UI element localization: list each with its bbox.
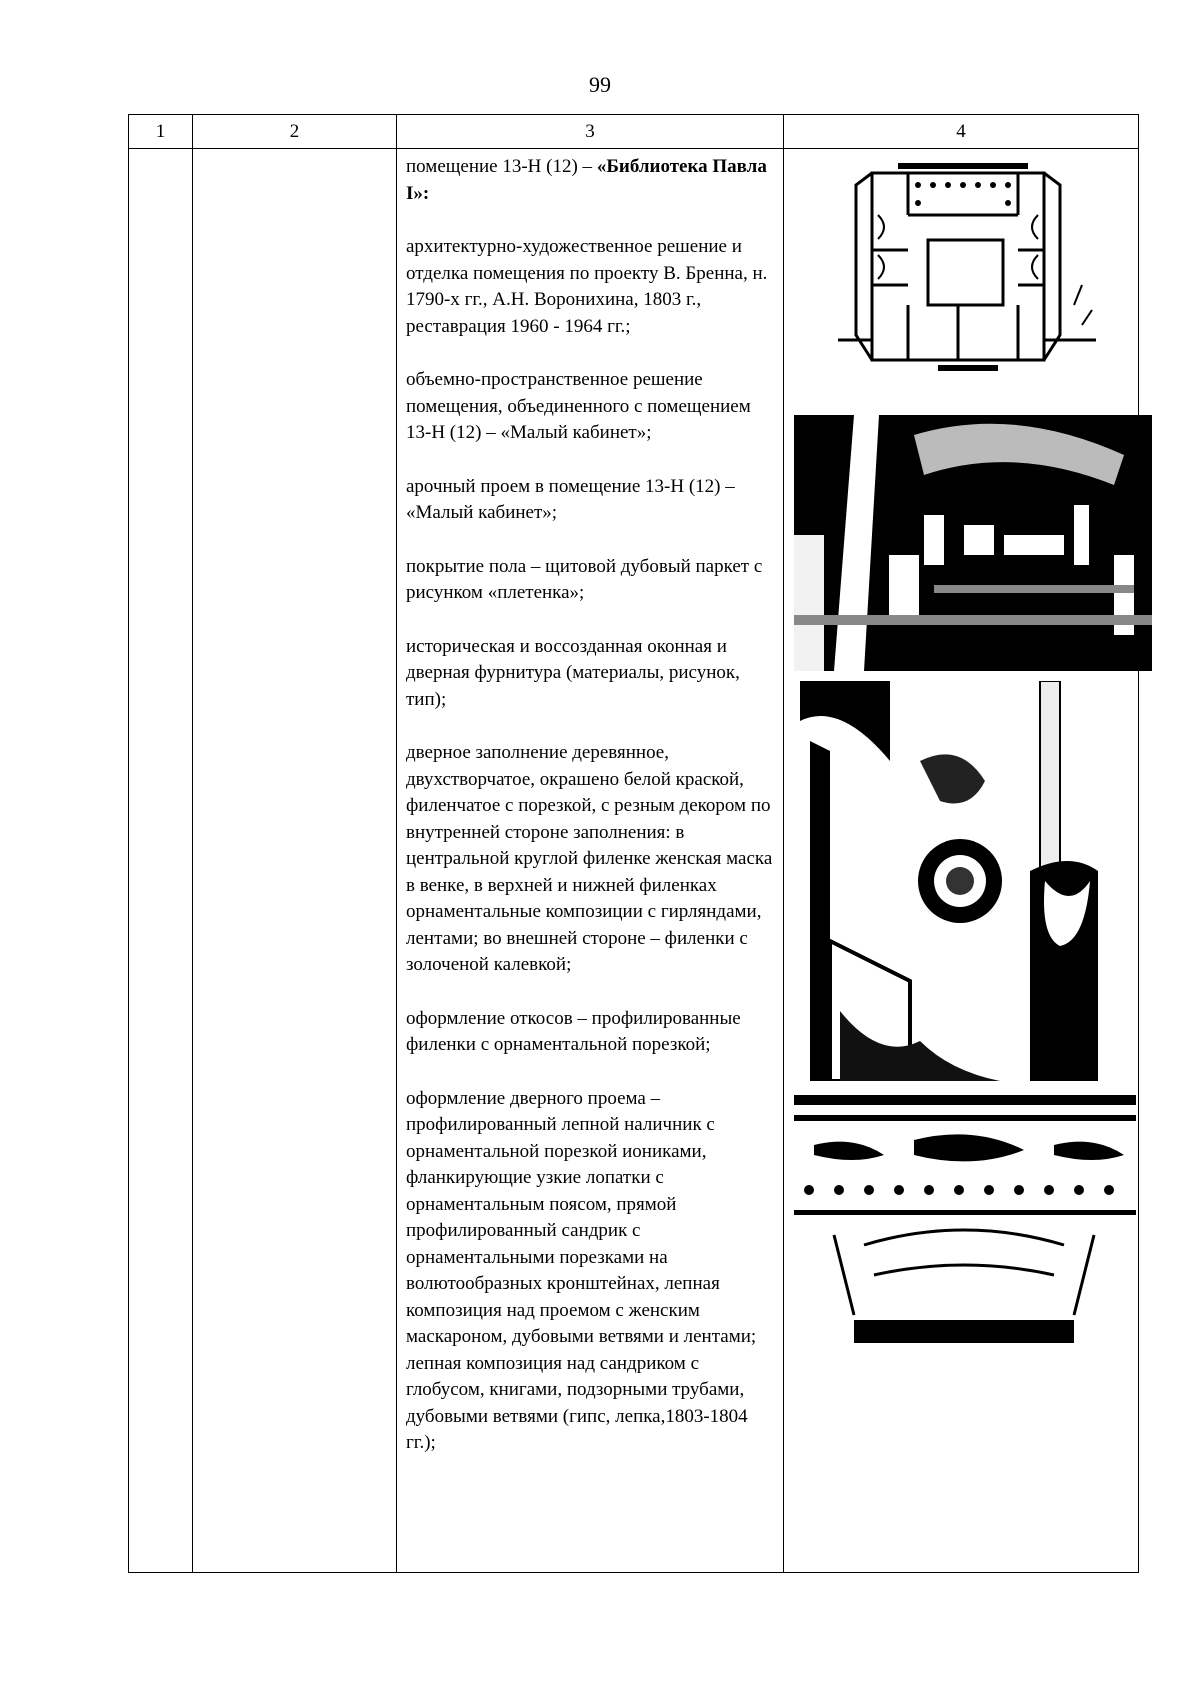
header-col-4: 4 — [784, 115, 1139, 149]
paragraph-door-opening: оформление дверного проема – профилированный лепной наличник с орнаментальной порезкой иониками, фланкирующие узкие лопатки с орнаментальным поясом, прямой профилированный сандрик с орнаментальными порезками на волютообразных кронштейнах, лепная композиция над проемом с женским маскароном, дубовыми ветвями и лентами; — [406, 1087, 757, 1347]
paragraph-arch-opening: арочный проем в помещение 13-Н (12) – «Малый кабинет»; — [406, 475, 735, 523]
header-col-3: 3 — [397, 115, 784, 149]
cell-col-2 — [193, 149, 397, 1573]
floor-plan-image — [838, 155, 1096, 383]
header-col-2: 2 — [193, 115, 397, 149]
ornamental-sandrik-photo — [794, 1095, 1136, 1343]
carved-door-photo — [800, 681, 1098, 1081]
paragraph-slopes: оформление откосов – профилированные филенки с орнаментальной порезкой; — [406, 1007, 741, 1055]
images-cell — [784, 149, 1139, 1573]
page-number: 99 — [589, 72, 611, 97]
room-title-prefix: помещение 13-Н (12) – — [406, 156, 597, 177]
paragraph-sandrik-composition: лепная композиция над сандриком с глобусом, книгами, подзорными трубами, дубовыми ветвями (гипс, лепка,1803-1804 гг.); — [406, 1352, 748, 1453]
header-col-1: 1 — [129, 115, 193, 149]
table-header-row — [129, 115, 1139, 149]
library-interior-photo — [794, 415, 1152, 671]
paragraph-floor: покрытие пола – щитовой дубовый паркет с рисунком «плетенка»; — [406, 555, 763, 603]
cell-col-1 — [129, 149, 193, 1573]
heritage-table — [128, 114, 1139, 1573]
room-title-name: «Библиотека Павла I»: — [406, 156, 767, 204]
paragraph-hardware: историческая и воссозданная оконная и дверная фурнитура (материалы, рисунок, тип); — [406, 635, 740, 710]
description-cell — [397, 149, 784, 1573]
paragraph-door-fill: дверное заполнение деревянное, двухстворчатое, окрашено белой краской, филенчатое с порезкой, с резным декором по внутренней стороне заполнения: в центральной круглой филенке женская маска в венке, в верхней и нижней филенках орнаментальные композиции с гирляндами, лентами; во внешней стороне – филенки с золоченой калевкой; — [406, 742, 773, 975]
paragraph-spatial: объемно-пространственное решение помещения, объединенного с помещением 13-Н (12) – «Малый кабинет»; — [406, 369, 751, 443]
paragraph-architecture: архитектурно-художественное решение и отделка помещения по проекту В. Бренна, н. 1790-х гг., А.Н. Воронихина, 1803 г., реставрация 1960 - 1964 гг.; — [406, 236, 768, 337]
table-row — [129, 149, 1139, 1573]
room-title — [406, 154, 775, 207]
